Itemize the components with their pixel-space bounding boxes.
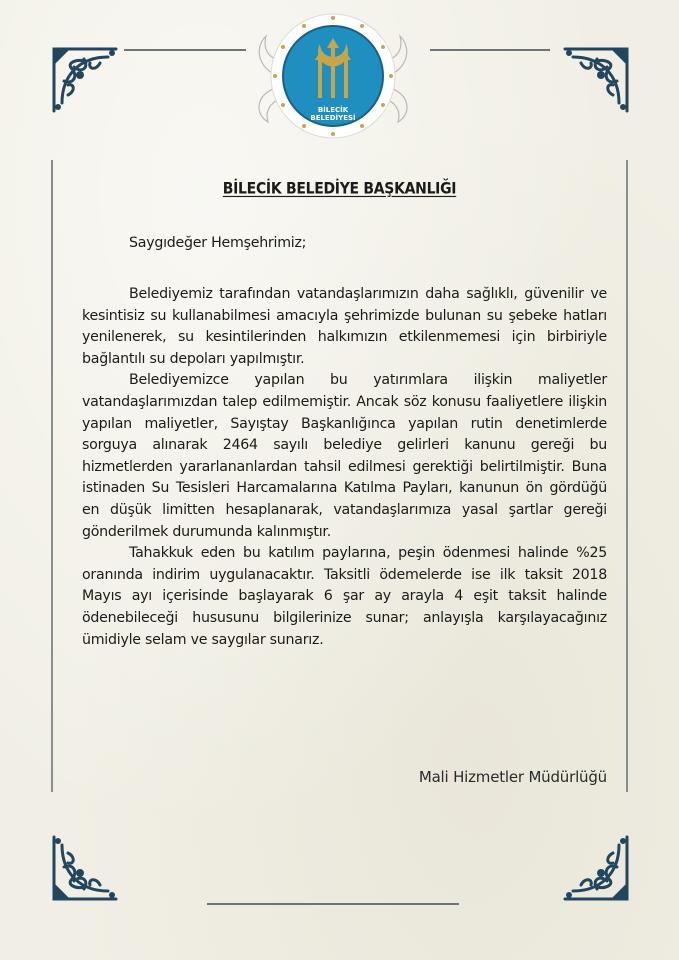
frame-line-top-right — [430, 49, 550, 51]
corner-ornament-top-left — [50, 45, 120, 115]
frame-line-left — [51, 160, 53, 792]
corner-ornament-bottom-left — [50, 833, 120, 903]
greeting: Saygıdeğer Hemşehrimiz; — [129, 235, 307, 251]
logo-name-line1: BİLECİK — [317, 106, 349, 114]
frame-line-right — [626, 160, 628, 792]
frame-line-bottom — [207, 903, 459, 905]
signature: Mali Hizmetler Müdürlüğü — [418, 768, 607, 786]
corner-ornament-top-right — [561, 45, 631, 115]
paragraph-3: Tahakkuk eden bu katılım paylarına, peşin ödenmesi halinde %25 oranında indirim uygulanacaktır. Taksitli ödemelerde ise ilk taksit 2018 Mayıs ayı içerisinde başlayarak 6 şar ay arayla 4 eşit taksit halinde ödenebileceği hususunu bilgilerinize sunar; anlayışla karşılayacağınız ümidiyle selam ve saygılar sunarız. — [82, 545, 607, 648]
paragraph-1: Belediyemiz tarafından vatandaşlarımızın daha sağlıklı, güvenilir ve kesintisiz su kullanabilmesi amacıyla şehrimizde bulunan su şebeke hatları yenilenerek, su kesintilerinden halkımızın etkilenmemesi için birbiriyle bağlantılı su depoları yapılmıştır. — [82, 286, 607, 367]
municipality-logo — [248, 8, 418, 144]
frame-line-top-left — [124, 49, 246, 51]
document-title: BİLECİK BELEDİYE BAŞKANLIĞI — [222, 179, 457, 199]
paragraph-2: Belediyemizce yapılan bu yatırımlara ilişkin maliyetler vatandaşlarımızdan talep edilmemiştir. Ancak söz konusu faaliyetlere ilişkin yapılan maliyetler, Sayıştay Başkanlığınca yapılan rutin denetimlerde sorguya alınarak 2464 sayılı belediye gelirleri kanunu gereği bu hizmetlerden yararlananlardan tahsil edilmesi gerektiği belirtilmiştir. Buna istinaden Su Tesisleri Harcamalarına Katılma Payları, kanunun ön gördüğü en düşük limitten hesaplanarak, vatandaşlarımıza yasal şartlar gereği gönderilmek durumunda kalınmıştır. — [82, 372, 607, 540]
logo-name-line2: BELEDİYESİ — [310, 114, 356, 122]
corner-ornament-bottom-right — [561, 833, 631, 903]
letter-body — [82, 284, 607, 651]
